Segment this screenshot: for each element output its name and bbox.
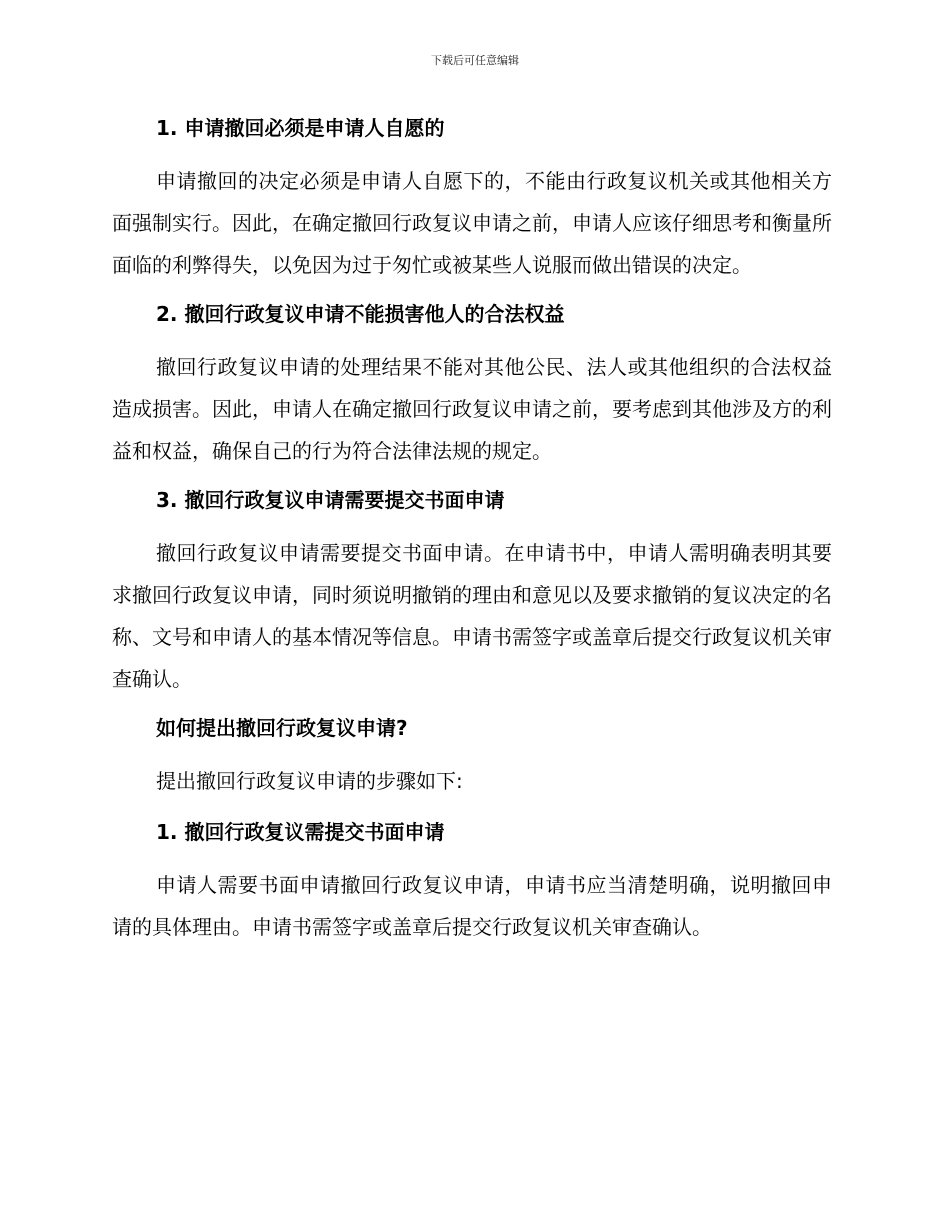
section-heading-1: 1. 申请撤回必须是申请人自愿的 [156, 116, 445, 140]
paragraph-steps-intro: 提出撤回行政复议申请的步骤如下: [156, 769, 463, 793]
section-heading-3: 3. 撤回行政复议申请需要提交书面申请 [156, 488, 505, 512]
paragraph-step-1: 申请人需要书面申请撤回行政复议申请，申请书应当清楚明确，说明撤回申请的具体理由。申请书需签字或盖章后提交行政复议机关审查确认。 [112, 873, 832, 939]
paragraph-3: 撤回行政复议申请需要提交书面申请。在申请书中，申请人需明确表明其要求撤回行政复议申请，同时须说明撤销的理由和意见以及要求撤销的复议决定的名称、文号和申请人的基本情况等信息。申请书需签字或盖章后提交行政复议机关审查确认。 [112, 541, 832, 691]
section-heading-2: 2. 撤回行政复议申请不能损害他人的合法权益 [156, 302, 565, 326]
paragraph-1: 申请撤回的决定必须是申请人自愿下的，不能由行政复议机关或其他相关方面强制实行。因此，在确定撤回行政复议申请之前，申请人应该仔细思考和衡量所面临的利弊得失，以免因为过于匆忙或被某些人说服而做出错误的决定。 [112, 169, 832, 277]
document-body [112, 108, 832, 956]
section-heading-how-to: 如何提出撤回行政复议申请? [156, 716, 408, 740]
step-heading-1: 1. 撤回行政复议需提交书面申请 [156, 820, 445, 844]
page-header: 下载后可任意编辑 [431, 54, 519, 67]
paragraph-2: 撤回行政复议申请的处理结果不能对其他公民、法人或其他组织的合法权益造成损害。因此，申请人在确定撤回行政复议申请之前，要考虑到其他涉及方的利益和权益，确保自己的行为符合法律法规的规定。 [112, 355, 832, 463]
